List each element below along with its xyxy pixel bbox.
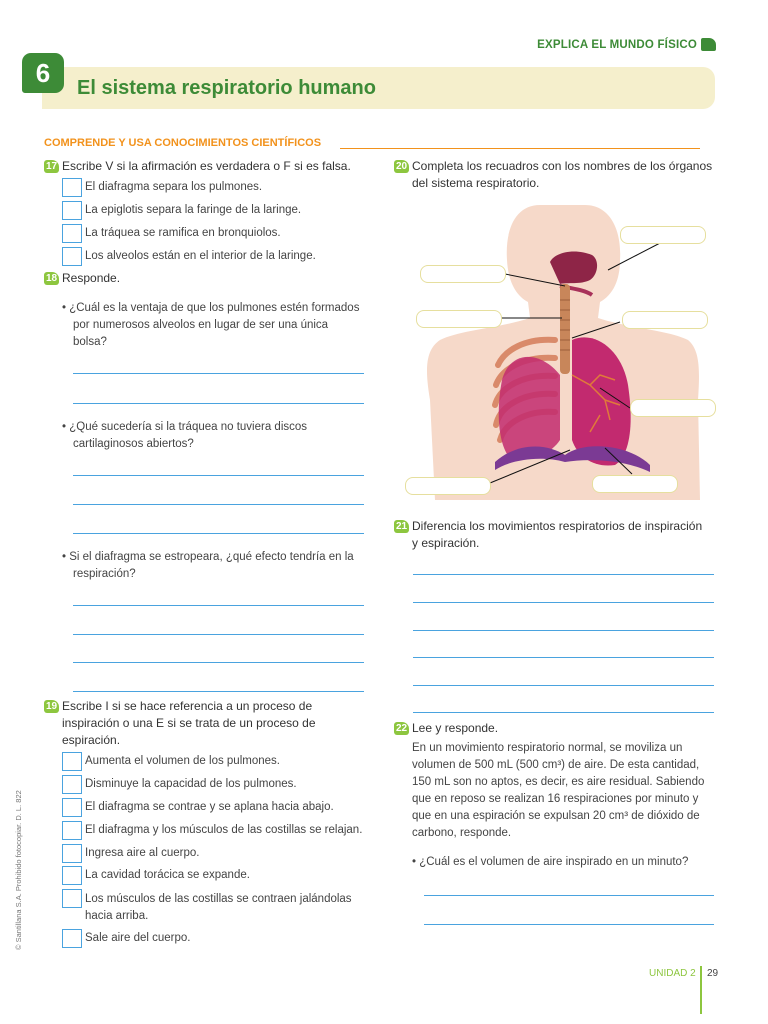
label-box-top-right[interactable] (620, 226, 706, 244)
label-box-left-2[interactable] (416, 310, 502, 328)
problem-paragraph: En un movimiento respiratorio normal, se moviliza un volumen de 500 mL (500 cm³) de aire. De esta cantidad, 150 mL son no aptos, es decir, es aire residual. Sabiendo que en reposo se realizan 16 respiraciones por minuto y que en una espiración se expulsan 20 cm³ de dióxido de carbono, responde. (412, 742, 705, 839)
answer-line[interactable] (73, 504, 364, 505)
answer-line[interactable] (413, 657, 714, 658)
label-box-left-1[interactable] (420, 265, 506, 283)
answer-box[interactable] (62, 866, 82, 885)
question-18 (44, 270, 120, 287)
answer-box[interactable] (62, 224, 82, 243)
bullet-question: • ¿Cuál es el volumen de aire inspirado en un minuto? (412, 856, 689, 868)
section-divider (340, 148, 700, 149)
label-box-bottom-right[interactable] (592, 475, 678, 493)
question-number: 17 (45, 161, 58, 172)
bullet-question: • ¿Qué sucedería si la tráquea no tuviera discos cartilaginosos abiertos? (62, 421, 308, 450)
label-box-right-2[interactable] (622, 311, 708, 329)
answer-line[interactable] (413, 685, 714, 686)
statement: Aumenta el volumen de los pulmones. (85, 755, 280, 767)
statement: El diafragma separa los pulmones. (85, 181, 263, 193)
label-box-bottom-left[interactable] (405, 477, 491, 495)
answer-box[interactable] (62, 844, 82, 863)
statement: El diafragma y los músculos de las costillas se relajan. (85, 824, 363, 836)
answer-box[interactable] (62, 929, 82, 948)
question-number: 22 (395, 723, 408, 734)
question-prompt: Escribe V si la afirmación es verdadera o F si es falsa. (62, 159, 351, 173)
answer-line[interactable] (73, 662, 364, 663)
question-22: 22 Lee y responde. (395, 721, 499, 735)
chapter-badge: 6 (22, 53, 64, 93)
statement: Sale aire del cuerpo. (85, 932, 191, 944)
question-number: 19 (45, 701, 58, 712)
statement: Los alveolos están en el interior de la laringe. (85, 250, 316, 262)
question-number: 21 (395, 521, 408, 532)
answer-box[interactable] (62, 201, 82, 220)
statement: La epiglotis separa la faringe de la laringe. (85, 204, 302, 216)
page-title: El sistema respiratorio humano (77, 77, 376, 99)
label-box-right-3[interactable] (630, 399, 716, 417)
answer-box[interactable] (62, 798, 82, 817)
respiratory-system-illustration (400, 200, 720, 500)
question-19: 19 Escribe I si se hace referencia a un proceso de inspiración o una E si se trata de un proceso de espiración. (45, 699, 316, 747)
answer-line[interactable] (413, 574, 714, 575)
statement: La tráquea se ramifica en bronquiolos. (85, 227, 281, 239)
statement: Ingresa aire al cuerpo. (85, 847, 200, 859)
statement: Disminuye la capacidad de los pulmones. (85, 778, 297, 790)
answer-line[interactable] (424, 924, 714, 925)
page-number: 29 (707, 968, 719, 979)
statement: Los músculos de las costillas se contraen jalándolas hacia arriba. (85, 893, 352, 922)
answer-line[interactable] (73, 634, 364, 635)
question-21: 21 Diferencia los movimientos respiratorios de inspiración y espiración. (395, 519, 703, 550)
answer-line[interactable] (73, 533, 364, 534)
question-number: 18 (45, 273, 58, 284)
subject-header (537, 38, 716, 51)
answer-box[interactable] (62, 247, 82, 266)
answer-line[interactable] (424, 895, 714, 896)
answer-line[interactable] (73, 373, 364, 374)
bullet-question: • ¿Cuál es la ventaja de que los pulmones estén formados por numerosos alveolos en lugar de ser una única bolsa? (62, 302, 360, 348)
answer-line[interactable] (413, 602, 714, 603)
answer-line[interactable] (413, 712, 714, 713)
question-prompt: Responde. (62, 271, 121, 285)
statement: La cavidad torácica se expande. (85, 869, 250, 881)
answer-line[interactable] (73, 475, 364, 476)
answer-box[interactable] (62, 775, 82, 794)
footer-divider (700, 966, 702, 1014)
bullet-question: • Si el diafragma se estropeara, ¿qué efecto tendría en la respiración? (62, 551, 354, 580)
answer-box[interactable] (62, 821, 82, 840)
section-title: COMPRENDE Y USA CONOCIMIENTOS CIENTÍFICOS (44, 137, 322, 149)
subject-label: EXPLICA EL MUNDO FÍSICO (537, 38, 697, 51)
question-20: 20 Completa los recuadros con los nombres de los órganos del sistema respiratorio. (395, 159, 713, 190)
answer-line[interactable] (413, 630, 714, 631)
answer-line[interactable] (73, 691, 364, 692)
leaf-icon (701, 38, 716, 51)
answer-box[interactable] (62, 752, 82, 771)
answer-box[interactable] (62, 178, 82, 197)
answer-line[interactable] (73, 605, 364, 606)
statement: El diafragma se contrae y se aplana hacia abajo. (85, 801, 334, 813)
copyright-note: © Santillana S.A. Prohibido fotocopiar. D. L. 822 (14, 790, 23, 950)
unit-label: UNIDAD 2 (649, 968, 696, 979)
question-number: 20 (395, 161, 408, 172)
answer-box[interactable] (62, 889, 82, 908)
answer-line[interactable] (73, 403, 364, 404)
question-17 (44, 158, 351, 175)
